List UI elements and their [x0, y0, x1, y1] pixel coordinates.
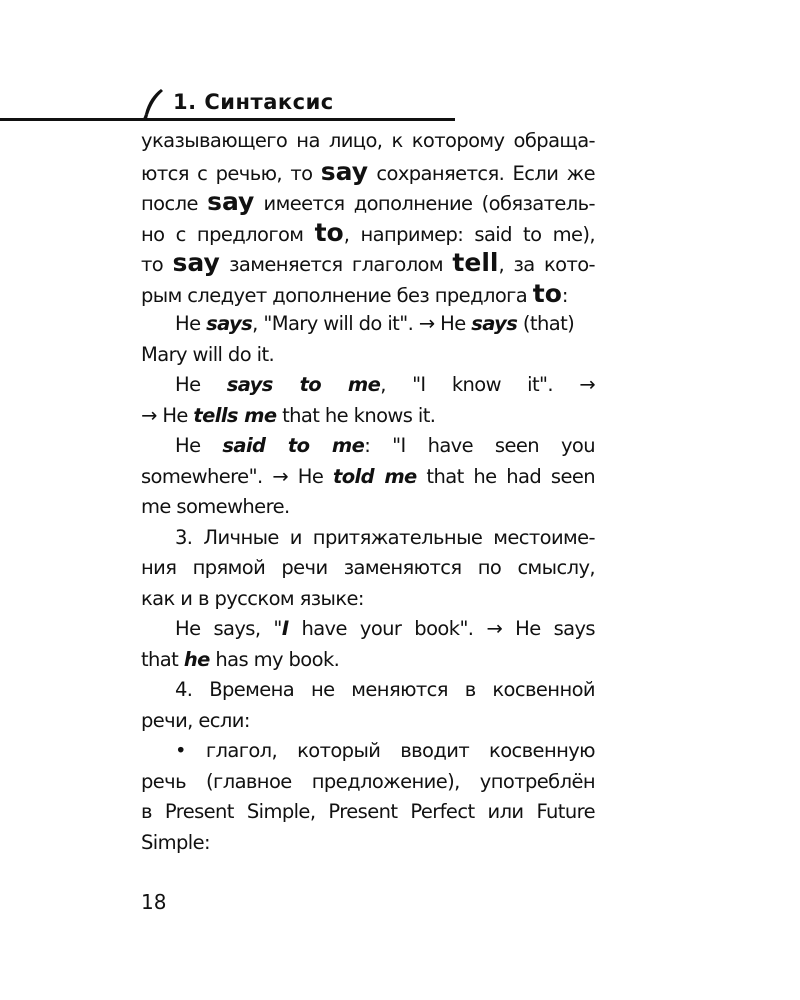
keyword-tell: tell: [452, 248, 499, 277]
arrow-icon: →: [579, 373, 595, 396]
text-line: речи, если:: [141, 708, 250, 732]
quill-pen-icon: [140, 88, 166, 122]
page-number: 18: [141, 890, 167, 914]
keyword-to: to: [314, 217, 344, 247]
text-line: ются с речью, то say сохраняется. Если же: [141, 156, 595, 186]
keyword-say: say: [207, 187, 255, 216]
arrow-icon: →: [486, 617, 503, 640]
text-line: Simple:: [141, 830, 210, 854]
header-divider: [0, 118, 455, 121]
section-header: [140, 84, 595, 122]
example-line: Mary will do it.: [141, 342, 275, 366]
page-body: [141, 126, 595, 858]
text-line: указывающего на лицо, к которому обраща-: [141, 129, 595, 152]
example-line: He says, "I have your book". → He says: [175, 617, 595, 640]
text-line: 4. Времена не меняются в косвенной: [175, 678, 595, 701]
arrow-icon: →: [418, 312, 435, 335]
text-line: в Present Simple, Present Perfect или Future: [141, 800, 595, 823]
text-line: то say заменяется глаголом tell, за кото-: [141, 248, 595, 277]
text-line: 3. Личные и притяжательные местоиме-: [175, 525, 595, 549]
example-line: He says, "Mary will do it". → He says (that): [175, 312, 575, 335]
arrow-icon: →: [141, 403, 157, 427]
keyword-say: say: [172, 248, 220, 277]
bullet-line: • глагол, который вводит косвенную: [175, 739, 595, 762]
text-line: ния прямой речи заменяются по смыслу,: [141, 556, 595, 579]
text-line: как и в русском языке:: [141, 586, 364, 610]
arrow-icon: →: [272, 464, 289, 488]
example-line: that he has my book.: [141, 647, 340, 671]
keyword-to: to: [532, 278, 562, 308]
example-line: somewhere". → He told me that he had seen: [141, 464, 596, 488]
example-line: He says to me, "I know it". →: [175, 373, 595, 396]
example-line: He said to me: "I have seen you: [175, 434, 595, 457]
example-line: → He tells me that he knows it.: [141, 403, 436, 427]
text-line: речь (главное предложение), употреблён: [141, 769, 595, 793]
example-line: me somewhere.: [141, 495, 290, 518]
keyword-say: say: [320, 156, 369, 186]
text-line: но с предлогом to, например: said to me),: [141, 217, 595, 247]
text-line: рым следует дополнение без предлога to:: [141, 278, 568, 308]
text-line: после say имеется дополнение (обязатель-: [141, 187, 595, 216]
section-title: 1. Синтаксис: [173, 90, 334, 114]
